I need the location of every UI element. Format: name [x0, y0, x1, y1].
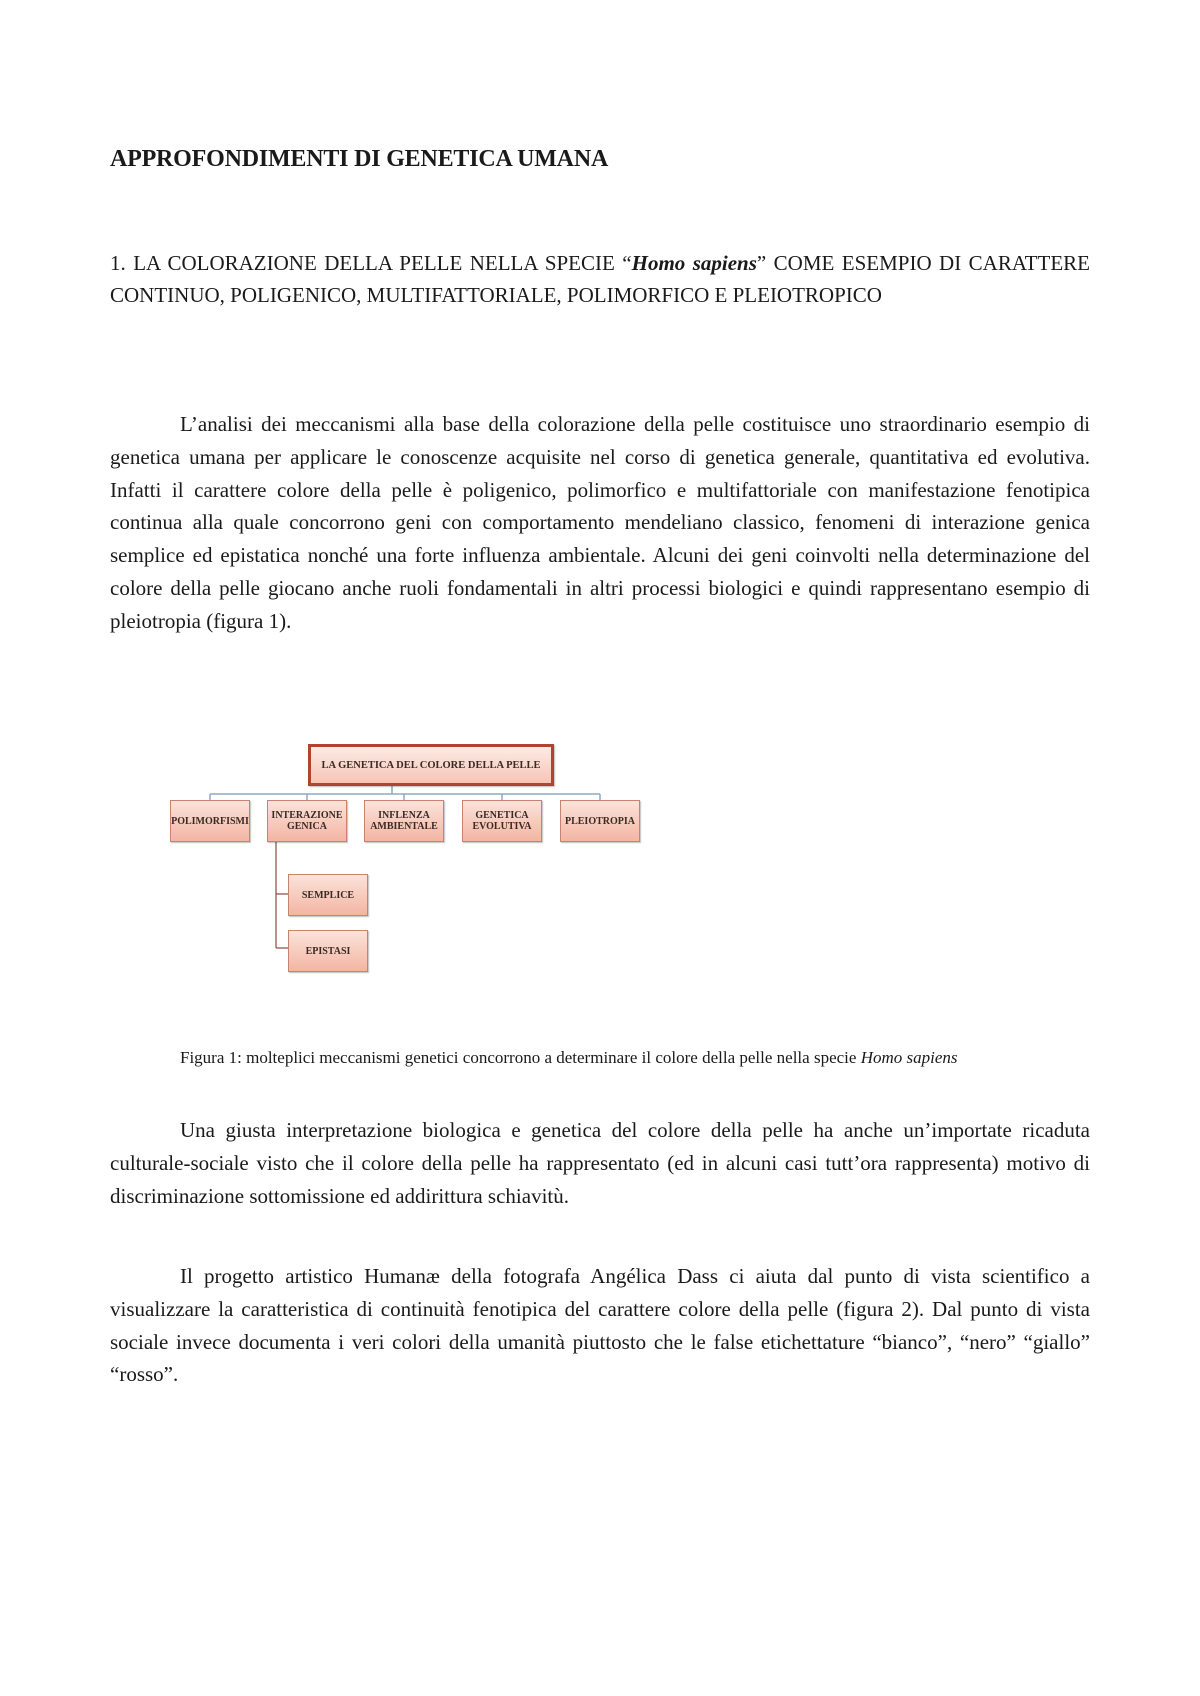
diagram-node-influenza-ambientale: INFLENZA AMBIENTALE: [364, 800, 444, 842]
diagram-node-pleiotropia: PLEIOTROPIA: [560, 800, 640, 842]
diagram-node-semplice: SEMPLICE: [288, 874, 368, 916]
paragraph-social: Una giusta interpretazione biologica e genetica del colore della pelle ha anche un’importate ricaduta culturale-sociale visto che il colore della pelle ha rappresentato (ed in alcuni casi tutt’ora rappresenta) motivo di discriminazione sottomissione ed addirittura schiavitù.: [110, 1118, 1090, 1208]
figure-caption-species: Homo sapiens: [860, 1048, 958, 1067]
section-heading-text-end: ” COME ESEMPIO DI CARATTERE CONTINUO, POLIGENICO, MULTIFATTORIALE, POLIMORFICO E PLEIOTROPICO: [110, 251, 1090, 307]
diagram-node-epistasi: EPISTASI: [288, 930, 368, 972]
diagram-node-polimorfismi: POLIMORFISMI: [170, 800, 250, 842]
diagram-node-genetica-evolutiva: GENETICA EVOLUTIVA: [462, 800, 542, 842]
figure-1-caption: [110, 1045, 1090, 1071]
section-heading-text: 1. LA COLORAZIONE DELLA PELLE NELLA SPECIE “: [110, 251, 632, 275]
paragraph-humanae: Il progetto artistico Humanæ della fotografa Angélica Dass ci aiuta dal punto di vista scientifico a visualizzare la caratteristica di continuità fenotipica del carattere colore della pelle (figura 2). Dal punto di vista sociale invece documenta i veri colori della umanità piuttosto che le false etichettature “bianco”, “nero” “giallo” “rosso”.: [110, 1264, 1090, 1387]
diagram-node-interazione-genica: INTERAZIONE GENICA: [267, 800, 347, 842]
figure-caption-text: Figura 1: molteplici meccanismi genetici concorrono a determinare il colore della pelle nella specie: [180, 1048, 861, 1067]
document-title: APPROFONDIMENTI DI GENETICA UMANA: [110, 146, 609, 172]
figure-1-diagram: [171, 738, 710, 978]
paragraph-intro: L’analisi dei meccanismi alla base della colorazione della pelle costituisce uno straordinario esempio di genetica umana per applicare le conoscenze acquisite nel corso di genetica generale, quantitativa ed evolutiva. Infatti il carattere colore della pelle è poligenico, polimorfico e multifattoriale con manifestazione fenotipica continua alla quale concorrono geni con comportamento mendeliano classico, fenomeni di interazione genica semplice ed epistatica nonché una forte influenza ambientale. Alcuni dei geni coinvolti nella determinazione del colore della pelle giocano anche ruoli fondamentali in altri processi biologici e quindi rappresentano esempio di pleiotropia (figura 1).: [110, 412, 1090, 633]
diagram-root-node: LA GENETICA DEL COLORE DELLA PELLE: [308, 744, 554, 786]
section-heading-species: Homo sapiens: [631, 251, 757, 275]
section-heading: [110, 247, 1090, 311]
